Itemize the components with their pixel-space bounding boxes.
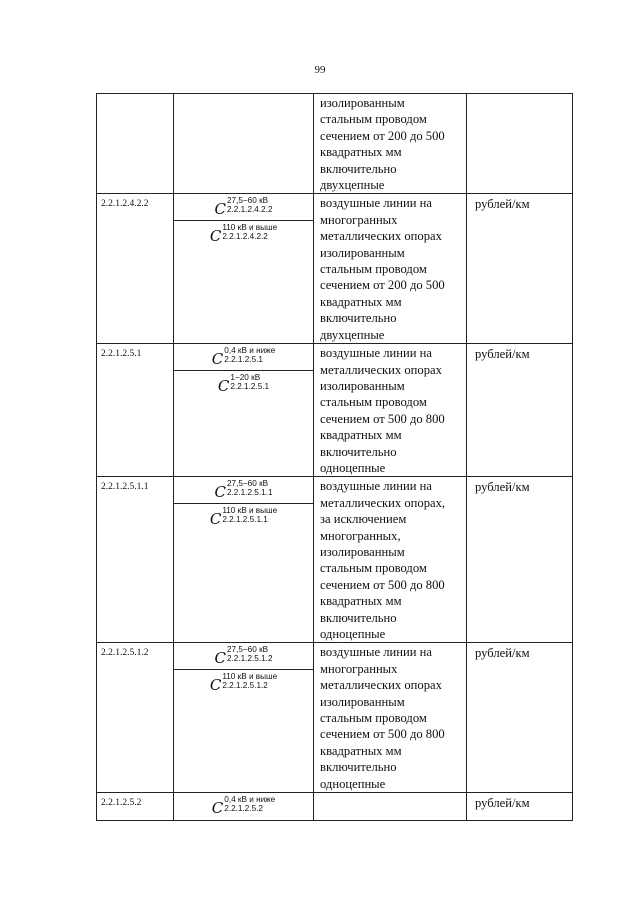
voltage-superscript: 0,4 кВ и ниже [224,346,276,356]
unit-cell [467,344,573,477]
unit-label: рублей/км [475,646,530,661]
voltage-superscript: 0,4 кВ и ниже [224,795,276,805]
description-line: металлических опорах [320,229,442,244]
description-line: квадратных мм [320,294,402,309]
page-number: 99 [314,64,326,76]
description-line: квадратных мм [320,743,402,758]
description-line: стальным проводом [320,112,427,127]
rate-symbol [174,194,313,220]
symbol-letter: C [214,649,226,668]
description-line: стальным проводом [320,711,427,726]
voltage-superscript: 110 кВ и выше [222,506,278,516]
description-line: воздушные линии на [320,645,432,660]
code-cell [97,643,174,793]
unit-label: рублей/км [475,347,530,362]
item-code [97,94,173,99]
code-cell [97,94,174,194]
symbol-letter: C [211,350,224,369]
description-line: сечением от 200 до 500 [320,278,445,293]
table-body [97,94,573,821]
description-line: двухцепные [320,327,385,342]
symbol-letter: C [217,377,230,396]
code-subscript: 2.2.1.2.5.1 [224,355,263,365]
description-cell [314,477,467,643]
voltage-superscript: 110 кВ и выше [222,672,278,682]
description-line: включительно [320,760,397,775]
symbol-letter: C [209,227,222,246]
description-line: многогранных, [320,528,401,543]
unit-label: рублей/км [475,796,530,811]
code-subscript: 2.2.1.2.5.1 [230,382,270,392]
rate-symbol [174,643,313,669]
description-line: металлических опорах [320,678,442,693]
description-line: одноцепные [320,460,386,475]
description-line: изолированным [320,96,405,110]
unit-label [467,94,572,97]
table-row [97,793,573,821]
table-row [97,344,573,477]
rate-symbol [174,370,313,397]
description-line: квадратных мм [320,145,402,160]
unit-cell [467,643,573,793]
description-cell [314,793,467,821]
description-line: изолированным [320,378,405,393]
description-line: сечением от 500 до 800 [320,727,445,742]
code-cell [97,344,174,477]
table-row [97,194,573,344]
item-code: 2.2.1.2.5.1 [101,349,142,360]
description-cell [314,344,467,477]
description-line: включительно [320,444,397,459]
description-line: стальным проводом [320,262,427,277]
description-line: сечением от 500 до 800 [320,577,445,592]
symbol-letter: C [211,799,224,818]
tariff-table [96,93,573,821]
item-code: 2.2.1.2.5.1.2 [101,648,149,659]
description-line: многогранных [320,661,398,676]
voltage-superscript: 27,5−60 кВ [226,196,269,206]
description-line: одноцепные [320,627,386,641]
description-cell [314,94,467,194]
item-code: 2.2.1.2.5.2 [101,798,142,809]
description-line: включительно [320,161,397,176]
description-line: металлических опорах [320,362,442,377]
description-line: за исключением [320,512,407,527]
table-row [97,477,573,643]
rate-symbol [174,220,313,247]
table-row [97,94,573,194]
code-subscript: 2.2.1.2.5.1.1 [222,515,268,525]
code-subscript: 2.2.1.2.5.1.2 [222,681,268,691]
description-line: одноцепные [320,776,386,791]
code-subscript: 2.2.1.2.4.2.2 [222,232,268,242]
rate-symbol [174,477,313,503]
description-line: металлических опорах, [320,495,446,510]
table-row [97,643,573,793]
unit-cell [467,793,573,821]
code-subscript: 2.2.1.2.5.1.2 [226,654,273,664]
code-cell [97,477,174,643]
rate-symbol [174,503,313,530]
symbol-cell [174,344,314,477]
voltage-superscript: 27,5−60 кВ [226,645,269,655]
unit-cell [467,194,573,344]
description-cell [314,194,467,344]
code-cell [97,793,174,821]
symbol-cell [174,94,314,194]
symbol-cell [174,477,314,643]
code-cell [97,194,174,344]
description-line: сечением от 200 до 500 [320,128,445,143]
description-line: включительно [320,311,397,326]
rate-symbol [174,344,313,370]
description-line: воздушные линии на [320,346,432,361]
unit-label: рублей/км [475,197,530,212]
symbol-letter: C [209,510,222,529]
description-line: воздушные линии на [320,196,432,211]
voltage-superscript: 110 кВ и выше [222,223,278,233]
symbol-cell [174,643,314,793]
symbol-cell [174,793,314,821]
description-cell [314,643,467,793]
description-line: изолированным [320,694,405,709]
symbol-cell [174,194,314,344]
description-line: включительно [320,610,397,625]
description-line: изолированным [320,544,405,559]
unit-cell [467,477,573,643]
item-code: 2.2.1.2.4.2.2 [101,199,149,210]
symbol-letter: C [214,200,226,219]
description-line: стальным проводом [320,561,427,576]
symbol-letter: C [214,483,226,502]
symbol-letter: C [209,676,222,695]
code-subscript: 2.2.1.2.5.2 [224,804,263,814]
unit-cell [467,94,573,194]
description-line: квадратных мм [320,594,402,609]
description-line: сечением от 500 до 800 [320,411,445,426]
item-code: 2.2.1.2.5.1.1 [101,482,149,493]
description-line: воздушные линии на [320,479,432,494]
description-line: многогранных [320,212,398,227]
voltage-superscript: 27,5−60 кВ [226,479,269,489]
code-subscript: 2.2.1.2.5.1.1 [226,488,273,498]
description-line: двухцепные [320,178,385,193]
description-line: квадратных мм [320,428,402,443]
description-line: стальным проводом [320,395,427,410]
description-line: изолированным [320,245,405,260]
rate-symbol [174,669,313,696]
code-subscript: 2.2.1.2.4.2.2 [226,205,273,215]
rate-symbol [174,793,313,819]
voltage-superscript: 1−20 кВ [230,373,261,383]
unit-label: рублей/км [475,480,530,495]
